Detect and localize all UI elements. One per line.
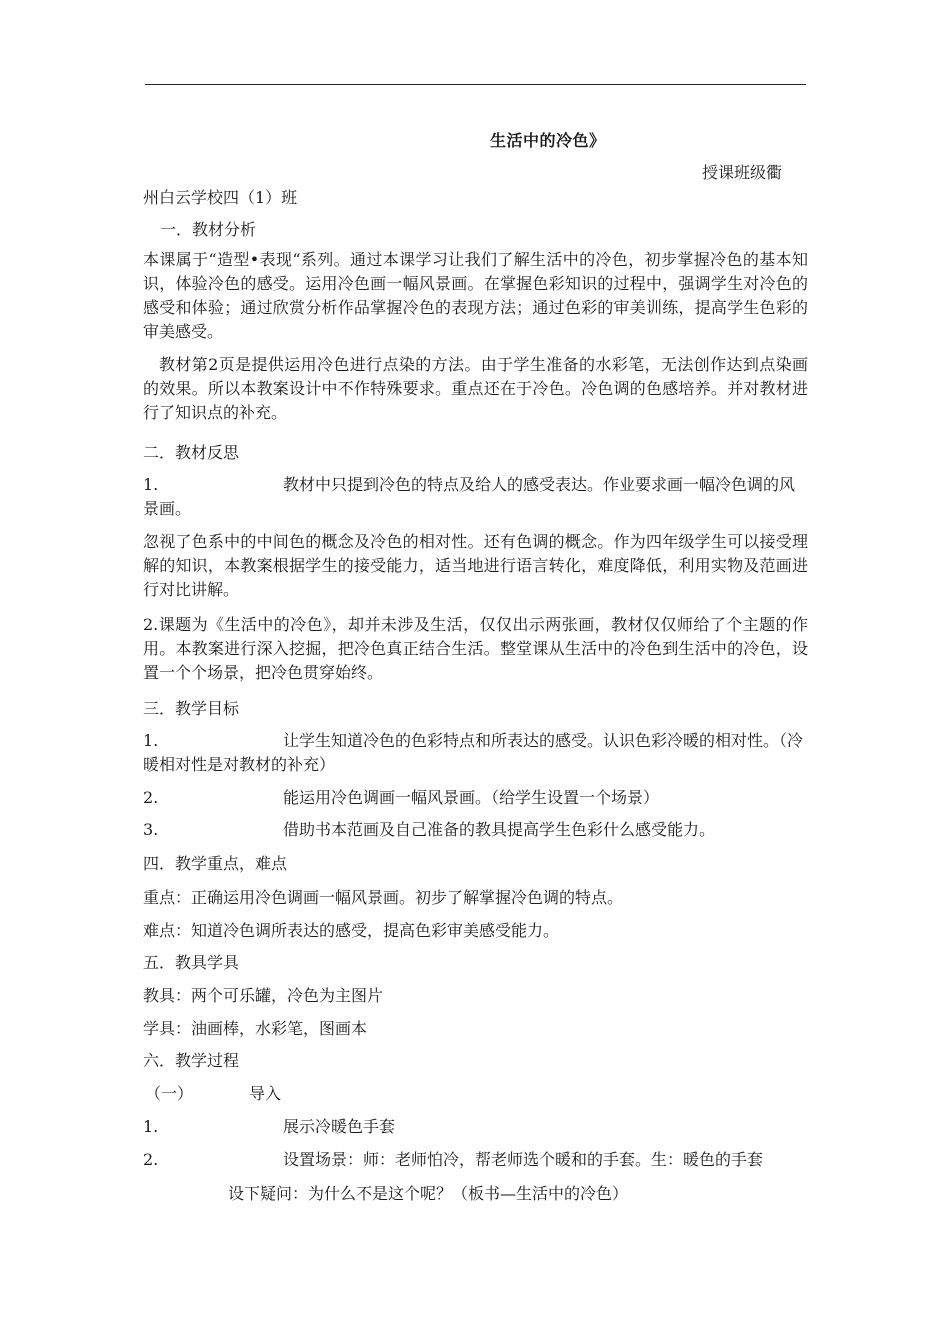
item-text: 设置场景：师：老师怕冷，帮老师选个暖和的手套。生：暖色的手套 xyxy=(283,1150,764,1169)
section-3-item-3 xyxy=(143,818,808,842)
subsection-intro xyxy=(145,1081,281,1104)
item-number: 1. xyxy=(143,1117,159,1136)
section-heading-6: 六．教学过程 xyxy=(143,1051,240,1070)
section-heading-1: 一．教材分析 xyxy=(160,220,257,239)
teacher-tools: 教具：两个可乐罐，冷色为主图片 xyxy=(143,986,384,1005)
section-heading-2: 二．教材反思 xyxy=(143,443,240,462)
item-number: 3. xyxy=(143,820,159,839)
section-heading-5: 五．教具学具 xyxy=(143,953,240,972)
section-6-item-2 xyxy=(143,1148,808,1172)
document-title: 生活中的冷色》 xyxy=(490,131,606,150)
item-number: 2. xyxy=(143,1150,159,1169)
item-text: 教材中只提到冷色的特点及给人的感受表达。作业要求画一幅冷色调的风景画。 xyxy=(143,475,796,518)
section-heading-3: 三．教学目标 xyxy=(143,699,240,718)
section-6-item-1 xyxy=(143,1115,808,1139)
section-3-item-1 xyxy=(143,729,808,777)
section-2-paragraph: 忽视了色系中的中间色的概念及冷色的相对性。还有色调的概念。作为四年级学生可以接受理解的知识，本教案根据学生的接受能力，适当地进行语言转化，难度降低，利用实物及范画进行对比讲解。 xyxy=(143,532,808,599)
header-rule xyxy=(145,84,806,85)
item-text: 能运用冷色调画一幅风景画。（给学生设置一个场景） xyxy=(283,788,660,807)
item-text: 让学生知道冷色的色彩特点和所表达的感受。认识色彩冷暖的相对性。（冷暖相对性是对教材的补充） xyxy=(143,731,804,774)
class-info-right: 授课班级衢 xyxy=(702,163,783,182)
key-point: 重点：正确运用冷色调画一幅风景画。初步了解掌握冷色调的特点。 xyxy=(143,888,624,907)
subsection-label: 导入 xyxy=(249,1084,282,1103)
subsection-number: （一） xyxy=(145,1084,194,1103)
item-text: 借助书本范画及自己准备的教具提高学生色彩什么感受能力。 xyxy=(283,820,716,839)
item-number: 1. xyxy=(143,475,159,494)
student-tools: 学具：油画棒，水彩笔，图画本 xyxy=(143,1019,368,1038)
section-3-item-2 xyxy=(143,786,808,810)
section-1-paragraph-1: 本课属于“造型•表现“系列。通过本课学习让我们了解生活中的冷色，初步掌握冷色的基本知识，体验冷色的感受。运用冷色画一幅风景画。在掌握色彩知识的过程中，强调学生对冷色的感受和体验；通过欣赏分析作品掌握冷色的表现方法；通过色彩的审美训练，提高学生色彩的审美感受。 xyxy=(143,250,808,341)
item-number: 2. xyxy=(143,788,159,807)
section-1-paragraph-2: 教材第2页是提供运用冷色进行点染的方法。由于学生准备的水彩笔，无法创作达到点染画的效果。所以本教案设计中不作特殊要求。重点还在于冷色。冷色调的色感培养。并对教材进行了知识点的补充。 xyxy=(143,355,808,422)
section-2-item-1 xyxy=(143,473,808,521)
difficult-point: 难点：知道冷色调所表达的感受，提高色彩审美感受能力。 xyxy=(143,921,560,940)
section-heading-4: 四．教学重点，难点 xyxy=(143,854,288,873)
item-text: 展示冷暖色手套 xyxy=(283,1117,396,1136)
section-2-item-2: 2.课题为《生活中的冷色》，却并未涉及生活，仅仅出示两张画，教材仅仅师给了个主题的作用。本教案进行深入挖掘，把冷色真正结合生活。整堂课从生活中的冷色到生活中的冷色，设置一个个场景，把冷色贯穿始终。 xyxy=(143,615,808,682)
class-info-left: 州白云学校四（1）班 xyxy=(143,188,298,207)
section-6-item-2-continuation: 设下疑问：为什么不是这个呢？（板书—生活中的冷色） xyxy=(228,1184,629,1203)
item-number: 1. xyxy=(143,731,159,750)
